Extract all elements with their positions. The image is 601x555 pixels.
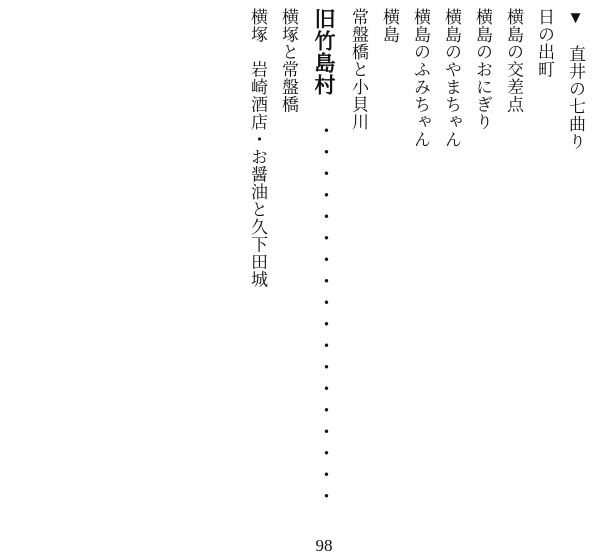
toc-entry-text: 横島	[380, 8, 399, 43]
toc-column-kyu-takeshima-mura	[304, 8, 343, 555]
toc-column-yokoshima-fumichan	[405, 8, 436, 438]
toc-entry-text: 横島のやまちゃん	[442, 8, 461, 148]
toc-entry-text: 横塚 岩崎酒店・お醤油と久下田城	[248, 8, 267, 288]
toc-entry-text: ▼ 直井の七曲り	[566, 8, 585, 150]
toc-entry-text: 横島のおにぎり	[473, 8, 492, 131]
table-of-contents	[242, 8, 591, 555]
toc-entry-text: 横島のふみちゃん	[411, 8, 430, 148]
toc-entry-title: 旧竹島村	[312, 8, 336, 96]
toc-column-yokoshima-kosaten	[498, 8, 529, 438]
toc-entry-text: 横塚と常盤橋	[279, 8, 298, 113]
toc-page-number: 98	[315, 536, 333, 555]
toc-column-yokozuka-iwasaki	[242, 8, 273, 438]
toc-column-naoi-nanamagari	[560, 8, 591, 438]
toc-entry-text: 常盤橋と小貝川	[349, 8, 368, 131]
toc-column-yokoshima-onigiri	[467, 8, 498, 438]
toc-column-tokiwabashi-kokaigawa	[343, 8, 374, 438]
toc-column-hinodecho	[529, 8, 560, 438]
toc-entry-text: 横島の交差点	[504, 8, 523, 113]
toc-column-yokoshima	[374, 8, 405, 438]
toc-column-yokoshima-yamachan	[436, 8, 467, 438]
toc-leader-dots: ・・・・・・・・・・・・・・・・・・	[314, 121, 335, 508]
toc-entry-text: 日の出町	[535, 8, 554, 78]
toc-column-yokozuka-tokiwabashi	[273, 8, 304, 438]
